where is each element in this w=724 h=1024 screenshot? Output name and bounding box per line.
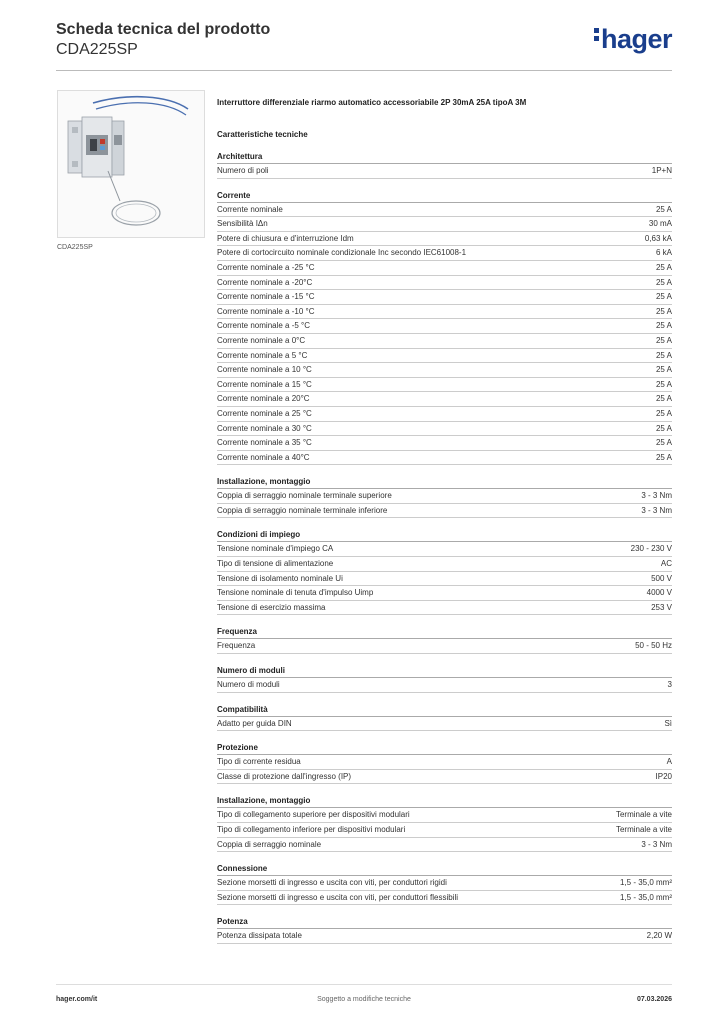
spec-row <box>217 378 672 393</box>
section-heading: Compatibilità <box>217 703 672 717</box>
spec-label: Corrente nominale a -15 °C <box>217 292 315 302</box>
spec-row <box>217 678 672 693</box>
spec-row <box>217 290 672 305</box>
spec-value: 3 - 3 Nm <box>641 505 672 515</box>
header-divider <box>56 70 672 71</box>
spec-value: 253 V <box>651 602 672 612</box>
spec-label: Potenza dissipata totale <box>217 931 302 941</box>
spec-section <box>217 794 672 852</box>
spec-row <box>217 808 672 823</box>
spec-value: 25 A <box>655 423 672 433</box>
spec-label: Tensione nominale d'impiego CA <box>217 544 334 554</box>
spec-section <box>217 664 672 693</box>
spec-row <box>217 407 672 422</box>
hager-logo <box>594 24 672 55</box>
footer-date: 07.03.2026 <box>636 996 672 1003</box>
spec-value: 3 - 3 Nm <box>641 491 672 501</box>
spec-row <box>217 319 672 334</box>
spec-row <box>217 504 672 519</box>
spec-value: 230 - 230 V <box>630 544 672 554</box>
product-code: CDA225SP <box>56 41 138 58</box>
spec-value: 25 A <box>655 438 672 448</box>
section-heading: Frequenza <box>217 625 672 639</box>
logo-text: hager <box>600 24 672 54</box>
spec-label: Corrente nominale <box>217 204 283 214</box>
spec-row <box>217 770 672 785</box>
spec-label: Classe di protezione dall'ingresso (IP) <box>217 771 352 781</box>
section-heading: Numero di moduli <box>217 664 672 678</box>
spec-section <box>217 528 672 615</box>
spec-row <box>217 334 672 349</box>
product-description: Interruttore differenziale riarmo automatico accessoriabile 2P 30mA 25A tipoA 3M <box>217 98 527 107</box>
spec-value: AC <box>660 559 672 569</box>
spec-label: Corrente nominale a 40°C <box>217 452 310 462</box>
spec-row <box>217 276 672 291</box>
spec-label: Tensione di esercizio massima <box>217 602 326 612</box>
footer-note: Soggetto a modifiche tecniche <box>317 996 411 1003</box>
spec-row <box>217 422 672 437</box>
spec-label: Corrente nominale a -5 °C <box>217 321 311 331</box>
spec-value: 1,5 - 35,0 mm² <box>619 878 672 888</box>
spec-value: 25 A <box>655 277 672 287</box>
spec-value: 50 - 50 Hz <box>635 641 672 651</box>
spec-label: Tipo di tensione di alimentazione <box>217 559 334 569</box>
spec-value: 25 A <box>655 452 672 462</box>
spec-row <box>217 436 672 451</box>
spec-value: 1,5 - 35,0 mm² <box>619 892 672 902</box>
spec-label: Tipo di collegamento superiore per dispositivi modulari <box>217 810 410 820</box>
spec-row <box>217 586 672 601</box>
spec-section <box>217 741 672 784</box>
spec-label: Numero di moduli <box>217 680 280 690</box>
spec-label: Tipo di corrente residua <box>217 757 301 767</box>
spec-section <box>217 862 672 905</box>
spec-label: Corrente nominale a 35 °C <box>217 438 312 448</box>
spec-value: Terminale a vite <box>615 825 672 834</box>
section-heading: Corrente <box>217 189 672 203</box>
spec-row <box>217 246 672 261</box>
spec-row <box>217 542 672 557</box>
section-heading: Protezione <box>217 741 672 755</box>
spec-row <box>217 261 672 276</box>
spec-label: Sezione morsetti di ingresso e uscita con viti, per conduttori flessibili <box>217 892 458 902</box>
spec-label: Corrente nominale a 25 °C <box>217 408 312 418</box>
spec-label: Corrente nominale a -25 °C <box>217 262 315 272</box>
spec-section <box>217 150 672 179</box>
spec-label: Corrente nominale a 5 °C <box>217 350 308 360</box>
image-caption: CDA225SP <box>57 244 93 251</box>
section-heading: Installazione, montaggio <box>217 475 672 489</box>
page-title: Scheda tecnica del prodotto <box>56 21 271 38</box>
spec-row <box>217 451 672 466</box>
spec-label: Corrente nominale a 0°C <box>217 335 306 345</box>
spec-row <box>217 232 672 247</box>
spec-value: 1P+N <box>651 166 672 175</box>
spec-label: Coppia di serraggio nominale <box>217 839 322 849</box>
spec-value: 25 A <box>655 350 672 360</box>
spec-value: 30 mA <box>648 219 672 229</box>
section-heading: Potenza <box>217 915 672 929</box>
spec-section <box>217 189 672 466</box>
spec-label: Coppia di serraggio nominale terminale inferiore <box>217 505 388 515</box>
page-header <box>56 20 672 70</box>
spec-value: 0,63 kA <box>644 233 672 243</box>
spec-value: 25 A <box>655 365 672 375</box>
product-image <box>57 90 205 238</box>
spec-row <box>217 838 672 853</box>
spec-row <box>217 876 672 891</box>
spec-label: Coppia di serraggio nominale terminale superiore <box>217 491 392 501</box>
footer-website[interactable]: hager.com/it <box>56 996 98 1003</box>
spec-value: A <box>666 757 672 767</box>
spec-value: 3 <box>667 680 672 690</box>
spec-row <box>217 164 672 179</box>
spec-row <box>217 305 672 320</box>
spec-label: Potere di chiusura e d'interruzione Idm <box>217 233 354 243</box>
spec-row <box>217 489 672 504</box>
breaker-illustration-icon <box>58 91 204 237</box>
spec-label: Corrente nominale a 30 °C <box>217 423 312 433</box>
spec-section <box>217 703 672 732</box>
spec-section <box>217 625 672 654</box>
spec-title: Caratteristiche tecniche <box>217 130 308 139</box>
spec-value: 25 A <box>655 321 672 331</box>
spec-value: 6 kA <box>655 248 672 258</box>
spec-row <box>217 929 672 944</box>
logo-mark-icon <box>594 28 599 49</box>
spec-row <box>217 572 672 587</box>
spec-row <box>217 601 672 616</box>
spec-label: Corrente nominale a 10 °C <box>217 365 312 375</box>
spec-content <box>217 96 672 954</box>
spec-row <box>217 203 672 218</box>
spec-value: IP20 <box>655 771 672 781</box>
section-heading: Connessione <box>217 862 672 876</box>
spec-value: 25 A <box>655 394 672 404</box>
section-heading: Installazione, montaggio <box>217 794 672 808</box>
spec-value: 25 A <box>655 292 672 302</box>
spec-value: Terminale a vite <box>615 810 672 820</box>
spec-section <box>217 915 672 944</box>
spec-label: Tipo di collegamento inferiore per dispositivi modulari <box>217 825 406 834</box>
spec-row <box>217 891 672 906</box>
spec-row <box>217 639 672 654</box>
spec-value: 2,20 W <box>646 931 672 941</box>
section-heading: Architettura <box>217 150 672 164</box>
spec-sections <box>217 150 672 944</box>
spec-value: 25 A <box>655 262 672 272</box>
spec-row <box>217 349 672 364</box>
spec-value: 25 A <box>655 408 672 418</box>
spec-label: Corrente nominale a 15 °C <box>217 379 312 389</box>
spec-label: Frequenza <box>217 641 256 651</box>
spec-row <box>217 363 672 378</box>
spec-label: Tensione nominale di tenuta d'impulso Uimp <box>217 588 374 598</box>
spec-row <box>217 755 672 770</box>
spec-value: 3 - 3 Nm <box>641 839 672 849</box>
spec-value: Sì <box>664 718 672 728</box>
spec-label: Tensione di isolamento nominale Ui <box>217 573 343 583</box>
spec-label: Corrente nominale a 20°C <box>217 394 310 404</box>
spec-row <box>217 557 672 572</box>
spec-value: 4000 V <box>646 588 672 598</box>
spec-value: 25 A <box>655 306 672 316</box>
spec-row <box>217 217 672 232</box>
spec-label: Adatto per guida DIN <box>217 718 292 728</box>
spec-section <box>217 475 672 518</box>
spec-value: 25 A <box>655 335 672 345</box>
spec-row <box>217 823 672 838</box>
spec-value: 25 A <box>655 379 672 389</box>
spec-label: Corrente nominale a -20°C <box>217 277 313 287</box>
spec-label: Numero di poli <box>217 166 269 175</box>
spec-label: Potere di cortocircuito nominale condizionale Inc secondo IEC61008-1 <box>217 248 467 258</box>
spec-value: 500 V <box>651 573 672 583</box>
spec-row <box>217 392 672 407</box>
spec-label: Corrente nominale a -10 °C <box>217 306 315 316</box>
spec-label: Sezione morsetti di ingresso e uscita con viti, per conduttori rigidi <box>217 878 447 888</box>
spec-value: 25 A <box>655 204 672 214</box>
section-heading: Condizioni di impiego <box>217 528 672 542</box>
spec-row <box>217 717 672 732</box>
spec-label: Sensibilità IΔn <box>217 219 268 229</box>
footer-divider <box>56 984 672 985</box>
